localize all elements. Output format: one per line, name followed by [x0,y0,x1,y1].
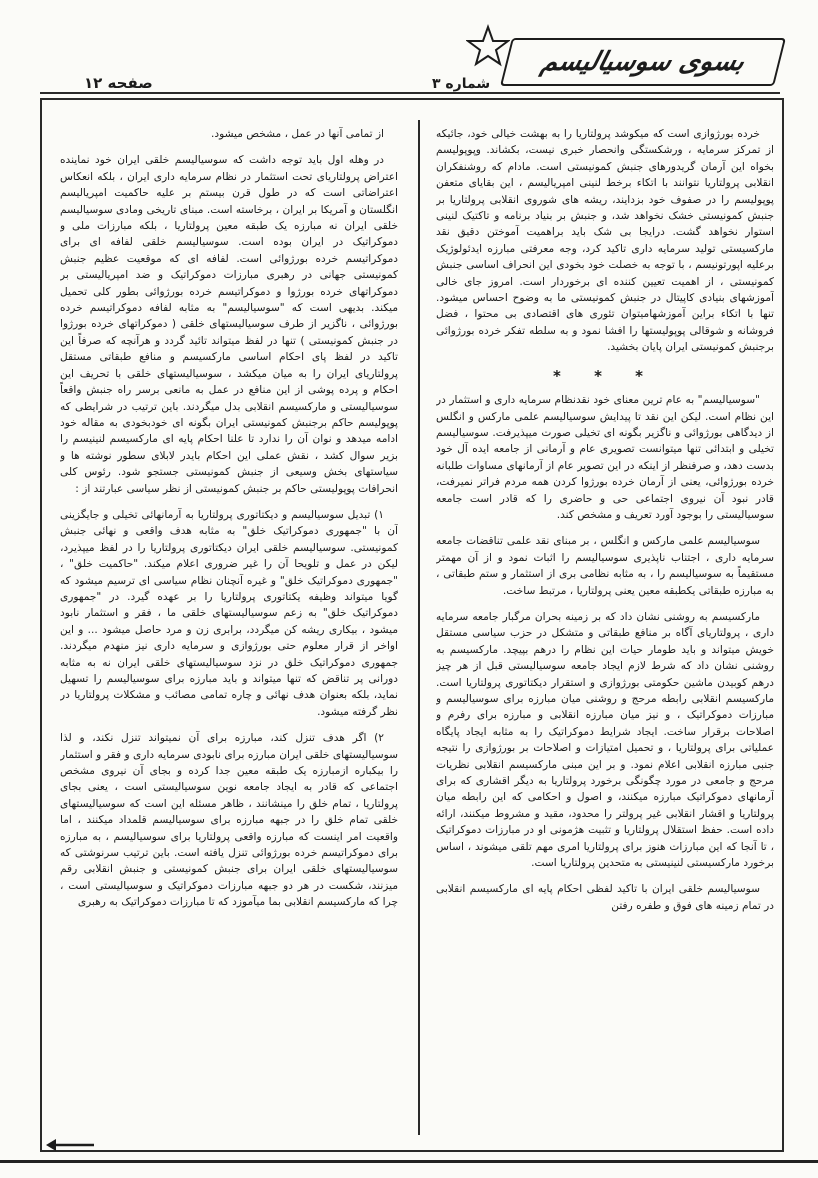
paragraph: خرده بورژوازی است که میکوشد پرولتاریا را به بهشت خیالی خود، جائیکه از تمرکز سرمایه ، ورشکستگی وانحصار خبری نیست، بکشاند. وپوپولیسم بخواه این آرمان گریدورهای جنبش کمونیستی است. مادام که روشنفکران انقلابی پرولتاریا نتوانند با اتکاء برخط لنینی امپریالیسم ، این بقایای متعفن پوپولیسم را در صفوف خود بزدایند، ریشه های شوروی انقلابی پرولتاریا بر جنبش کمونیستی خشک نخواهد شد، و جنبش بر بنیاد برنامه و تاکتیک لنینی استوار نخواهد گشت. درایجا بی شک باید براهمیت آموختن دقیق نقد مارکسیستی تولید سرمایه داری تاکید کرد، وجه معرفتی مبارزه ایدئولوژیک برعلیه اپورتونیسم ، با توجه به خصلت خود بخودی این انحراف اساسی جنبش کمونیستی ، از اهمیت تعیین کننده ای برخوردار است. امروز جای خالی آموزشهای بنیادی کاپیتال در جنبش کمونیستی ما به وضوح احساس میشود. تنها با اتکاء براین آموزشهامیتوان تئوری های اقتصادی بی محتوا ، فضل فروشانه و شوقالی پوپولیستها را افشا نمود و به سلطه تفکر خرده بورژوائی برجنبش کمونیستی ایران پایان بخشید. [436,128,774,354]
paragraph: از تمامی آنها در عمل ، مشخص میشود. [211,128,384,140]
issue-number: شماره ۳ [432,76,491,92]
header-rule [40,92,780,94]
column-divider [418,120,420,1135]
continue-arrow-icon [46,1138,96,1152]
masthead [40,28,780,98]
logo [480,28,780,90]
section-separator: * * * [553,366,657,385]
logo-text: بسوی سوسیالیسم [500,38,786,86]
paragraph: ۱) تبدیل سوسیالیسم و دیکتاتوری پرولتاریا به آرمانهائی تخیلی و جایگزینی آن با "جمهوری دموکراتیک خلق" به مثابه هدف واقعی و نهائی جنبش کمونیستی. سوسیالیسم خلقی ایران دیکتاتوری پرولتاریا را در لفظ میپذیرد، لیکن در عمل و تلویحا آن را غیر ضروری اعلام میکند. "حاکمیت خلق" ، "جمهوری دموکراتیک خلق" و غیره آنچنان نظام سیاسی ای ترسیم میشود که گویا میتواند وظیفه یکتاتوری پرولتاریا را بر عهده گیرد. در "جمهوری دموکراتیک خلق" به زعم سوسیالیستهای خلقی ما ، فقر و استثمار نابود میشود ، بیکاری ریشه کن میگردد، برابری زن و مرد حاصل میشود ... و این اواخر از قرار معلوم حتی بورژوازی و سرمایه داری نیز منهدم میگردند. جمهوری دموکراتیک خلق در نزد سوسیالیستهای خلقی ایران نه به مثابه دورانی پر تناقض که تنها میتواند و باید مبارزه برای سوسیالیسم را تسهیل نماید، بلکه بعنوان هدف نهائی و چاره تمامی مصائب و مشکلات پرولتاریا در نظر گرفته میشود. [60,508,398,718]
paragraph: سوسیالیسم خلقی ایران با تاکید لفظی احکام پایه ای مارکسیسم انقلابی در تمام زمینه های فوق و طفره رفتن [436,883,774,912]
paragraph: مارکسیسم به روشنی نشان داد که بر زمینه بحران مرگبار جامعه سرمایه داری ، پرولتاریای آگاه بر منافع طبقاتی و متشکل در حزب سیاسی مستقل خویش میتواند و باید طومار حیات این نظام را درهم بپیچد. مارکسیسم به روشنی نشان داد که شرط لازم ایجاد جامعه سوسیالیستی قبل از هر چیز درهم کوبیدن ماشین حکومتی بورژوازی و استقرار دیکتاتوری پرولتاریا است. مارکسیسم انقلابی رابطه مرحج و روشنی میان مبارزه برای سوسیالیسم و مبارزات دموکراتیک ، و نیز میان مبارزه انقلابی و مبارزه برای رفرم و اصلاحات برقرار ساخت. ایجاد شرایط دموکراتیک را به مثابه ایجاد پایگاه عملیاتی برای پرولتاریا ، و تحمیل امتیازات و اصلاحات بر بورژوازی را نتیجه جنبی مبارزه انقلابی اعلام نمود. و بر این مبنی مارکسیسم انقلابی نظریات مرحج و جامعی در مورد چگونگی برخورد پرولتاریا به دیگر اقشاری که برای آرمانهای دموکراتیک مبارزه میکنند، و اصول و احکامی که این رابطه میان پرولتاریا و اقشار انقلابی غیر پرولتر را محدود، مقید و مشروط میکنند، ارائه داده است. حفظ استقلال پرولتاریا و تثبیت هژمونی او در مبارزات دموکراتیک ، تا آنجا که این مبارزات هنوز برای پرولتاریا امری مهم تلقی میشوند ، اساس برخورد مارکسیستی لنینیستی به متحدین پرولتاریا است. [436,610,774,870]
page-number: صفحه ۱۲ [84,74,153,92]
paragraph: ۲) اگر هدف تنزل کند، مبارزه برای آن نمیتواند تنزل نکند، و لذا سوسیالیستهای خلقی ایران مبارزه برای نابودی سرمایه داری و فقر و استثمار را بیکباره ازمبارزه یک طبقه معین جدا کرده و بجای آن نیروی مشخص اجتماعی که قادر به ایجاد جامعه نوین سوسیالیستی است ، یعنی بجای پرولتاریا ، تمام خلق را مینشانند ، ظاهر مسئله این است که سوسیالیستهای خلقی تمام خلق را در جبهه مبارزه برای سوسیالیسم قلمداد میکنند ، اما واقعیت امر اینست که مبارزه واقعی پرولتاریا برای سوسیالیسم ، به مبارزه برای دموکراتیسم خرده بورژوائی تنزل یافته است. باین ترتیب سرنوشتی که سوسیالیستهای خلقی ایران برای جنبش کمونیستی و جنبش انقلابی رقم میزنند، شکست در هر دو جبهه مبارزات دموکراتیک و سوسیالیستی است ، چرا که مارکسیسم انقلابی بما میآموزد که تا مبارزات دموکراتیک به رهبری [60,732,398,909]
bottom-rule [0,1160,818,1163]
paragraph: سوسیالیسم علمی مارکس و انگلس ، بر مبنای نقد علمی تناقضات جامعه سرمایه داری ، اجتناب ناپذیری سوسیالیسم را اثبات نمود و از آن مهمتر مستقیماً به سوسیالیسم را ، به مثابه نظامی بری از استثمار و ستم طبقاتی ، به مبارزه طبقاتی یکطبقه معین یعنی پرولتاریا ، مرتبط ساخت. [436,535,774,597]
paragraph: در وهله اول باید توجه داشت که سوسیالیسم خلقی ایران خود نماینده اعتراض پرولتاریای تحت استثمار در نظام سرمایه داری ایران ، بلکه انعکاس اعتراضاتی است که در طول قرن بیستم بر علیه حاکمیت امپریالیسم انگلستان و آمریکا بر ایران ، برخاسته است. مبنای تاریخی ومادی سوسیالیسم خلقی ایران نه مبارزه یک طبقه معین پرولتاریا ، بلکه مبارزات ملی و دموکراتیک در ایران بوده است. سوسیالیسم خلقی لفافه ای برای دموکراتیسم خرده بورژوائی است. لفافه ای که موقعیت عظیم جنبش کمونیستی جهانی در رهبری مبارزات دموکراتیک و ضد امپریالیستی بر دموکراتهای خرده بورژوا و دموکراتیسم خرده بورژوائی بطور کلی تحمیل میکند. بدیهی است که "سوسیالیسم" به مثابه لفافه دموکراتیسم خرده بورژوائی ، ناگزیر از طرف سوسیالیستهای خلقی ( دموکراتهای خرده بورژوا در جنبش کمونیستی ) تنها در لفظ میتواند تائید گردد و هرآنچه که صرفاً این تاکید در لفظ پای احکام اساسی مارکسیسم و منافع طبقاتی مستقل پرولتاریای ایران را به میان میکشد ، سوسیالیستهای خلقی با تحریف این احکام و پرده پوشی از این منافع در عمل به مانعی برسر راه جنبش واقعاً سوسیالیستی و مارکسیسم انقلابی بدل میگردند. باین ترتیب در شرایطی که پوپولیسم حاکم برجنبش کمونیستی ایران بگونه ای خودبخودی به مقاله خود ادامه میدهد و نوان آن را ندارد تا علنا احکام پایه ای مارکسیسم لنینیسم را بزیر سوال کشد ، نقش عملی این احکام بایدر لابلای سطور نوشته ها و سیاستهای بخش وسیعی از جنبش کمونیستی جستجو شود. رئوس کلی انحرافات پوپولیستی حاکم بر جنبش کمونیستی از نظر سیاسی عبارتند از : [60,154,398,495]
left-column [60,126,398,1136]
star-icon [466,24,510,68]
right-column [436,126,774,1136]
paragraph: "سوسیالیسم" به عام ترین معنای خود نقدنظام سرمایه داری و استثمار در این نظام است. لیکن این نقد تا پیدایش سوسیالیسم علمی مارکس و انگلس از دیدگاهی بورژوائی و ناگزیر بگونه ای تخیلی صورت میپذیرفت. سوسیالیسم تخیلی و ابتدائی تنها میتوانست تصویری عام و آرمانی از جامعه ایده آل خود بدست دهد، و صرفنظر از اینکه در این تصویر عام از آرمانهای مساوات طلبانه خرده بورژوائی، یعنی از آرمان خرده بورژوا کردن همه مردم فراتر نمیرفت، قادر نبود آن نیروی اجتماعی حی و حاضری را که قادر است جامعه سوسیالیستی را بوجود آورد تعریف و مشخص کند. [436,394,774,521]
